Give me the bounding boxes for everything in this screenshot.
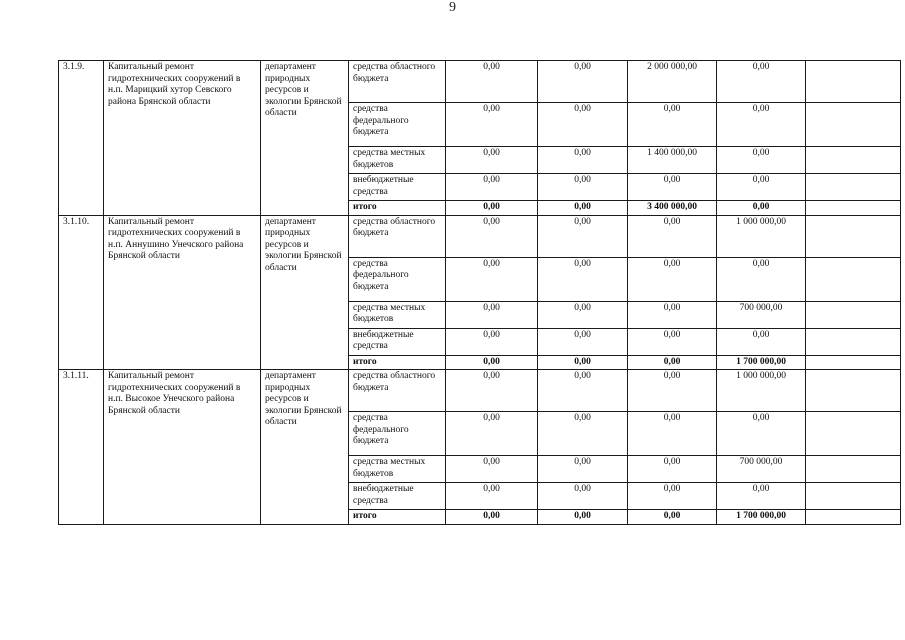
empty-cell bbox=[806, 412, 901, 456]
amount-cell-1: 0,00 bbox=[446, 257, 538, 301]
funding-source: внебюджетные средства bbox=[349, 483, 446, 510]
amount-cell-2: 0,00 bbox=[538, 483, 628, 510]
amount-cell-4: 0,00 bbox=[717, 483, 806, 510]
section-code: 3.1.10. bbox=[59, 215, 104, 370]
responsible-executor: департамент природных ресурсов и экологии Брянской области bbox=[261, 215, 349, 370]
empty-cell bbox=[806, 370, 901, 412]
amount-cell-4: 1 000 000,00 bbox=[717, 370, 806, 412]
amount-cell-4: 700 000,00 bbox=[717, 301, 806, 328]
funding-source: средства местных бюджетов bbox=[349, 301, 446, 328]
amount-cell-2: 0,00 bbox=[538, 215, 628, 257]
amount-cell-1: 0,00 bbox=[446, 412, 538, 456]
funding-source: средства федерального бюджета bbox=[349, 412, 446, 456]
amount-cell-3: 3 400 000,00 bbox=[628, 201, 717, 216]
empty-cell bbox=[806, 456, 901, 483]
amount-cell-4: 0,00 bbox=[717, 412, 806, 456]
amount-cell-3: 0,00 bbox=[628, 510, 717, 525]
amount-cell-2: 0,00 bbox=[538, 328, 628, 355]
amount-cell-4: 1 700 000,00 bbox=[717, 355, 806, 370]
amount-cell-3: 0,00 bbox=[628, 328, 717, 355]
empty-cell bbox=[806, 257, 901, 301]
amount-cell-4: 1 000 000,00 bbox=[717, 215, 806, 257]
amount-cell-4: 0,00 bbox=[717, 328, 806, 355]
table-row bbox=[59, 215, 901, 257]
funding-source: средства федерального бюджета bbox=[349, 257, 446, 301]
amount-cell-1: 0,00 bbox=[446, 215, 538, 257]
amount-cell-4: 0,00 bbox=[717, 174, 806, 201]
amount-cell-3: 0,00 bbox=[628, 103, 717, 147]
responsible-executor: департамент природных ресурсов и экологии Брянской области bbox=[261, 370, 349, 525]
budget-table bbox=[58, 60, 901, 525]
empty-cell bbox=[806, 103, 901, 147]
table-row bbox=[59, 61, 901, 103]
amount-cell-3: 1 400 000,00 bbox=[628, 147, 717, 174]
empty-cell bbox=[806, 174, 901, 201]
funding-source: итого bbox=[349, 510, 446, 525]
funding-source: средства областного бюджета bbox=[349, 370, 446, 412]
funding-source: итого bbox=[349, 355, 446, 370]
empty-cell bbox=[806, 215, 901, 257]
amount-cell-2: 0,00 bbox=[538, 456, 628, 483]
empty-cell bbox=[806, 355, 901, 370]
empty-cell bbox=[806, 483, 901, 510]
section-title: Капитальный ремонт гидротехнических сооружений в н.п. Марицкий хутор Севского района Брянской области bbox=[104, 61, 261, 216]
amount-cell-1: 0,00 bbox=[446, 147, 538, 174]
table-row bbox=[59, 370, 901, 412]
section-code: 3.1.9. bbox=[59, 61, 104, 216]
section-title: Капитальный ремонт гидротехнических сооружений в н.п. Высокое Унечского района Брянской области bbox=[104, 370, 261, 525]
section-code: 3.1.11. bbox=[59, 370, 104, 525]
funding-source: средства местных бюджетов bbox=[349, 456, 446, 483]
amount-cell-3: 0,00 bbox=[628, 355, 717, 370]
amount-cell-3: 0,00 bbox=[628, 174, 717, 201]
amount-cell-4: 1 700 000,00 bbox=[717, 510, 806, 525]
amount-cell-3: 2 000 000,00 bbox=[628, 61, 717, 103]
empty-cell bbox=[806, 510, 901, 525]
amount-cell-2: 0,00 bbox=[538, 370, 628, 412]
amount-cell-3: 0,00 bbox=[628, 257, 717, 301]
amount-cell-3: 0,00 bbox=[628, 301, 717, 328]
empty-cell bbox=[806, 201, 901, 216]
funding-source: внебюджетные средства bbox=[349, 174, 446, 201]
amount-cell-2: 0,00 bbox=[538, 201, 628, 216]
amount-cell-1: 0,00 bbox=[446, 456, 538, 483]
amount-cell-1: 0,00 bbox=[446, 483, 538, 510]
amount-cell-4: 700 000,00 bbox=[717, 456, 806, 483]
amount-cell-1: 0,00 bbox=[446, 103, 538, 147]
amount-cell-2: 0,00 bbox=[538, 355, 628, 370]
amount-cell-1: 0,00 bbox=[446, 301, 538, 328]
amount-cell-3: 0,00 bbox=[628, 215, 717, 257]
amount-cell-2: 0,00 bbox=[538, 257, 628, 301]
amount-cell-2: 0,00 bbox=[538, 61, 628, 103]
amount-cell-3: 0,00 bbox=[628, 412, 717, 456]
empty-cell bbox=[806, 147, 901, 174]
amount-cell-2: 0,00 bbox=[538, 301, 628, 328]
budget-table-body bbox=[59, 61, 901, 525]
amount-cell-1: 0,00 bbox=[446, 201, 538, 216]
amount-cell-1: 0,00 bbox=[446, 355, 538, 370]
amount-cell-1: 0,00 bbox=[446, 370, 538, 412]
funding-source: внебюджетные средства bbox=[349, 328, 446, 355]
amount-cell-2: 0,00 bbox=[538, 103, 628, 147]
amount-cell-1: 0,00 bbox=[446, 510, 538, 525]
amount-cell-2: 0,00 bbox=[538, 147, 628, 174]
funding-source: средства федерального бюджета bbox=[349, 103, 446, 147]
amount-cell-1: 0,00 bbox=[446, 61, 538, 103]
amount-cell-3: 0,00 bbox=[628, 483, 717, 510]
responsible-executor: департамент природных ресурсов и экологии Брянской области bbox=[261, 61, 349, 216]
amount-cell-4: 0,00 bbox=[717, 201, 806, 216]
page-number: 9 bbox=[449, 0, 456, 15]
amount-cell-3: 0,00 bbox=[628, 370, 717, 412]
amount-cell-1: 0,00 bbox=[446, 328, 538, 355]
amount-cell-4: 0,00 bbox=[717, 257, 806, 301]
amount-cell-3: 0,00 bbox=[628, 456, 717, 483]
amount-cell-2: 0,00 bbox=[538, 412, 628, 456]
funding-source: средства областного бюджета bbox=[349, 215, 446, 257]
funding-source: средства местных бюджетов bbox=[349, 147, 446, 174]
amount-cell-1: 0,00 bbox=[446, 174, 538, 201]
amount-cell-4: 0,00 bbox=[717, 103, 806, 147]
empty-cell bbox=[806, 328, 901, 355]
amount-cell-2: 0,00 bbox=[538, 510, 628, 525]
amount-cell-4: 0,00 bbox=[717, 61, 806, 103]
section-title: Капитальный ремонт гидротехнических сооружений в н.п. Аннушино Унечского района Брянской области bbox=[104, 215, 261, 370]
funding-source: средства областного бюджета bbox=[349, 61, 446, 103]
empty-cell bbox=[806, 301, 901, 328]
amount-cell-4: 0,00 bbox=[717, 147, 806, 174]
amount-cell-2: 0,00 bbox=[538, 174, 628, 201]
funding-source: итого bbox=[349, 201, 446, 216]
empty-cell bbox=[806, 61, 901, 103]
